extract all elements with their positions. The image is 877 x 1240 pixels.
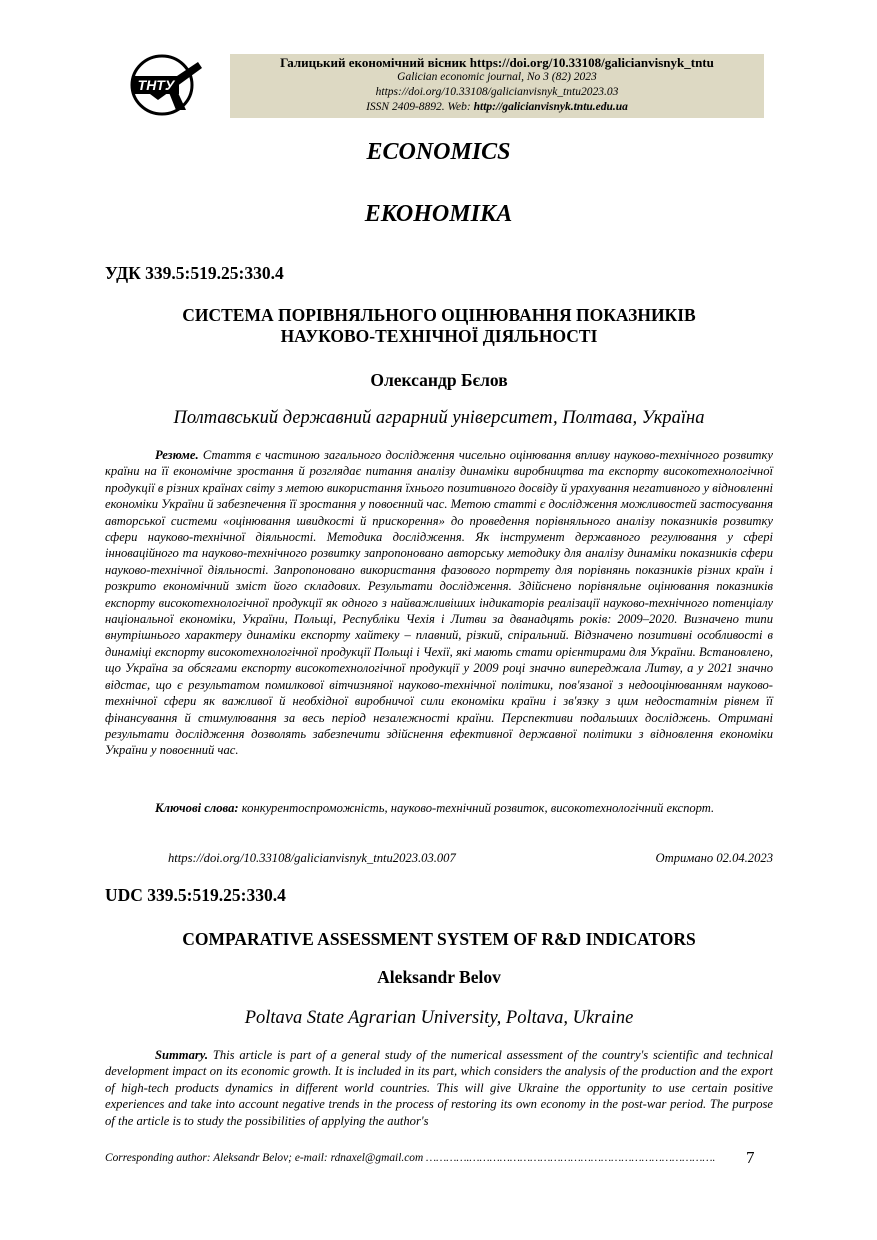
received-date: Отримано 02.04.2023 — [655, 851, 773, 865]
header-line-2: Galician economic journal, No 3 (82) 2023 — [397, 71, 597, 83]
article-title-uk — [105, 305, 773, 347]
journal-logo — [128, 54, 206, 116]
abstract-uk-text: Стаття є частиною загального дослідження чисельно оцінювання впливу науково-технічного розвитку країни на її економічне зростання й розглядає питання аналізу динаміки виробництва та експорту високотехнологічної продукції в різних країнах світу з метою використання їхнього позитивного досвіду й урахування негативного у відновленні економіки України й забезпечення її зростання у повоєнний час. Метою статті є дослідження можливостей застосування авторської системи «оцінювання швидкості й прискорення» до проведення порівняльного аналізу показників розвитку сфери науково-технічної діяльності. Методика дослідження. Як інструмент державного регулювання у сфері інноваційного та науково-технічного розвитку запропоновано авторську методику для аналізу динаміки показників сфери науково-технічної діяльності. Запропоновано використання фазового портрету для порівнянь показників різних країн і розкрито економічний зміст його складових. Результати дослідження. Здійснено порівняльне оцінювання показників експорту високотехнологічної продукції як одного з найважливіших індикаторів реалізації науково-технічного потенціалу національної економіки, України, Польщі, Республіки Чехія і Литви за дванадцять років: 2009–2020. Визначено типи внутрішнього характеру динаміки експорту хайтеку – плавний, різкий, спіральний. Відзначено позитивні особливості в динаміці експорту високотехнологічної продукції Польщі і Чехії, які мають стати орієнтирами для України. Встановлено, що Україна за обсягами експорту високотехнологічної продукції у 2009 році значно випереджала Литву, а у 2021 значно відстає, що є результатом помилкової вітчизняної науково-технічної політики, пов'язаної з недооцінюванням науково-технічної сфери як важливої й необхідної виробничої сили економіки країни і зв'язку з цим недостатнім рівнем її фінансування й стимулювання за весь період незалежності країни. Перспективи подальших досліджень. Отримані результати дослідження дозволять забезпечити здійснення ефективної державної політики з відновлення економіки України у повоєнний час. — [105, 448, 773, 758]
keywords-uk — [105, 800, 773, 816]
summary-en-text: This article is part of a general study of the numerical assessment of the country's scientific and technical development impact on its economic growth. It is included in its part, which considers the analysis of the production and the export of high-tech products dynamics in different world countries. This will give Ukraine the opportunity to use certain positive experiences and take into account negative trends in the process of restoring its own economy in the post-war period. The purpose of the article is to study the possibilities of applying the author's — [105, 1048, 773, 1128]
issn-text: ISSN 2409-8892. Web: — [366, 101, 474, 113]
title-uk-line-1: СИСТЕМА ПОРІВНЯЛЬНОГО ОЦІНЮВАННЯ ПОКАЗНИКІВ — [182, 305, 696, 325]
doi-line — [168, 851, 773, 866]
udc-en: UDC 339.5:519.25:330.4 — [105, 885, 286, 905]
article-title-en: COMPARATIVE ASSESSMENT SYSTEM OF R&D INDICATORS — [182, 929, 696, 949]
author-en: Aleksandr Belov — [377, 967, 501, 987]
keywords-uk-text: конкурентоспроможність, науково-технічний розвиток, високотехнологічний експорт. — [241, 801, 715, 815]
abstract-uk-label: Резюме. — [155, 448, 199, 462]
summary-en-label: Summary. — [155, 1048, 209, 1062]
affiliation-uk: Полтавський державний аграрний університет, Полтава, Україна — [173, 408, 705, 428]
summary-en — [105, 1047, 773, 1129]
title-uk-line-2: НАУКОВО-ТЕХНІЧНОЇ ДІЯЛЬНОСТІ — [280, 326, 598, 346]
journal-header — [230, 54, 764, 118]
udc-uk: УДК 339.5:519.25:330.4 — [105, 263, 284, 283]
header-line-1: Галицький економічний вісник https://doi.org/10.33108/galicianvisnyk_tntu — [280, 55, 714, 70]
affiliation-en: Poltava State Agrarian University, Poltava, Ukraine — [244, 1008, 634, 1028]
author-uk: Олександр Бєлов — [370, 370, 508, 390]
logo-text: ТНТУ — [137, 77, 175, 93]
header-line-4 — [230, 100, 764, 115]
article-doi[interactable]: https://doi.org/10.33108/galicianvisnyk_tntu2023.03.007 — [168, 851, 456, 865]
section-title-en: ECONOMICS — [366, 139, 511, 165]
section-title-uk: ЕКОНОМІКА — [364, 201, 513, 227]
corresponding-author: Corresponding author: Aleksandr Belov; e-mail: rdnaxel@gmail.com ………….………………………………………………………………. — [105, 1152, 716, 1164]
journal-link[interactable]: http://galicianvisnyk.tntu.edu.ua — [473, 101, 628, 113]
header-line-3: https://doi.org/10.33108/galicianvisnyk_tntu2023.03 — [375, 86, 619, 98]
keywords-uk-label: Ключові слова: — [155, 801, 239, 815]
page-number: 7 — [746, 1148, 755, 1167]
abstract-uk — [105, 447, 773, 759]
